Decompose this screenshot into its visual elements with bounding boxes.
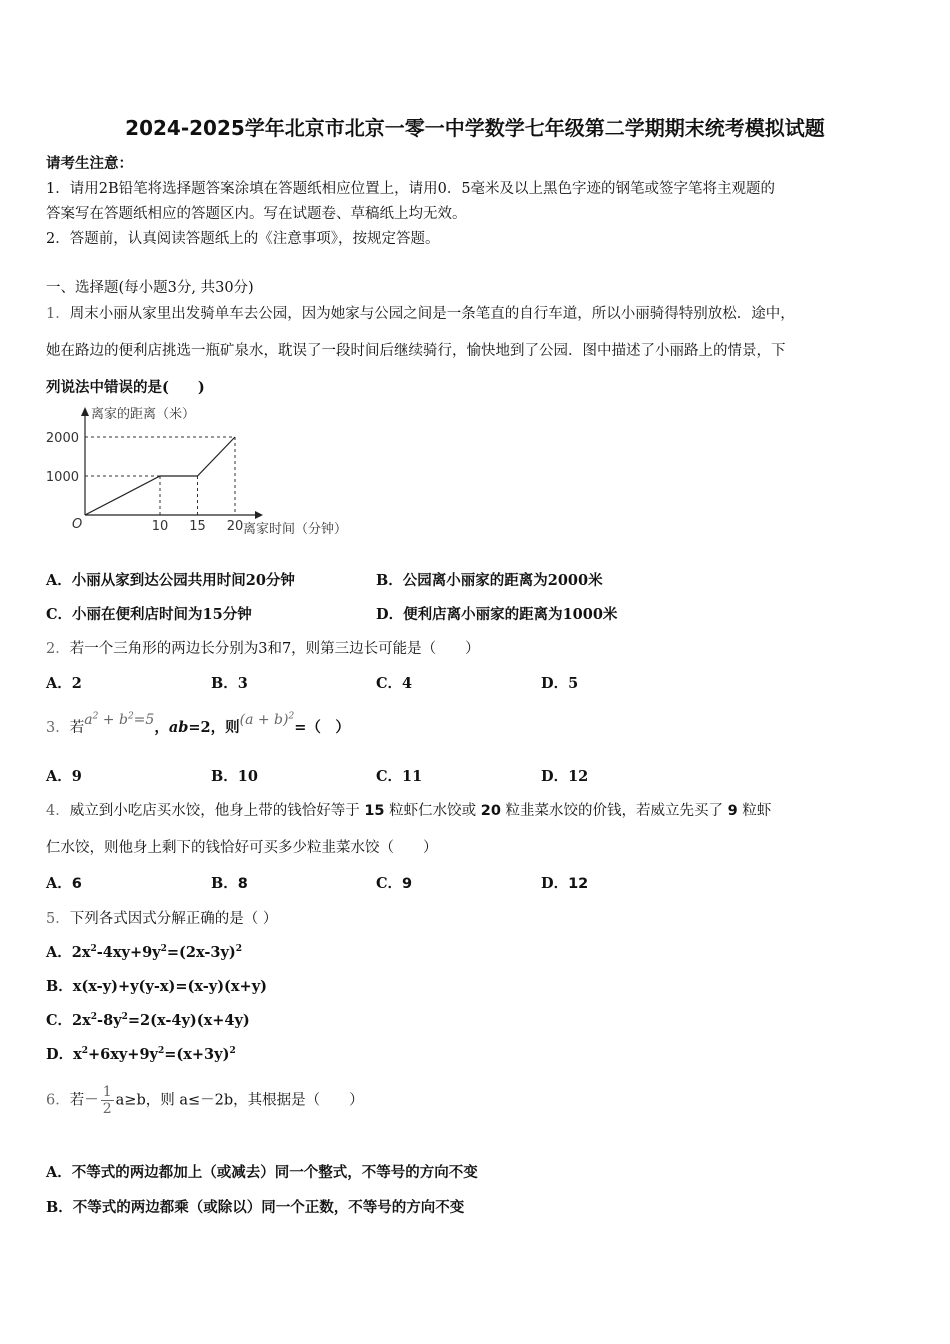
series-line [85,437,235,515]
question-2-number: 2． [46,641,70,657]
question-2-option-c[interactable]: C．4 [376,675,413,692]
question-4-line-2: 仁水饺，则他身上剩下的钱恰好可买多少粒韭菜水饺（ ） [46,840,438,856]
question-5-option-a[interactable]: A．$2x^2-4xy+9y^2=(2x-3y)^2$ [46,944,243,961]
question-4-option-b[interactable]: B．8 [211,875,248,892]
question-2-option-d[interactable]: D．5 [541,675,579,692]
question-1-option-b[interactable]: B．公园离小丽家的距离为2000米 [376,572,603,589]
question-5-option-c[interactable]: C．$2x^2-8y^2=2(x-4y)(x+4y)$ [46,1012,250,1029]
question-1-option-c[interactable]: C．小丽在便利店时间为15分钟 [46,606,252,623]
y-axis-arrow [81,407,89,416]
question-2-option-b[interactable]: B．3 [211,675,248,692]
question-5-text: 5．下列各式因式分解正确的是（ ） [46,911,278,927]
question-1-option-d[interactable]: D．便利店离小丽家的距离为1000米 [376,606,618,623]
question-2-text: 2．若一个三角形的两边长分别为3和7，则第三边长可能是（ ） [46,641,480,657]
notice-line-3: 2．答题前，认真阅读答题纸上的《注意事项》，按规定答题。 [46,231,440,247]
question-1-option-a[interactable]: A．小丽从家到达公园共用时间20分钟 [46,572,295,589]
notice-heading: 请考生注意： [46,155,133,172]
question-1-line-2: 她在路边的便利店挑选一瓶矿泉水，耽误了一段时间后继续骑行，愉快地到了公园．图中描述了小丽路上的情景，下 [46,343,786,359]
question-2-option-a[interactable]: A．2 [46,675,82,692]
question-4-option-a[interactable]: A．6 [46,875,82,892]
question-5-option-b[interactable]: B．x(x-y)+y(y-x)=(x-y)(x+y) [46,978,267,995]
y-axis-label: 离家的距离（米） [91,407,196,422]
x-tick-label: 20 [226,519,244,534]
question-5-number: 5． [46,911,70,927]
question-6-text: 6．若－ $\frac{1}{2}$ a≥b，则 a≤－2b，其根据是（ ） [46,1084,364,1117]
question-6-number: 6． [46,1092,70,1109]
x-axis-label: 离家时间（分钟） [243,522,348,537]
page-title: 2024-2025学年北京市北京一零一中学数学七年级第二学期期末统考模拟试题 [125,116,825,140]
chart-labels [46,406,347,537]
question-3-option-a[interactable]: A．9 [46,768,82,785]
x-tick-label: 10 [151,519,169,534]
question-3-expression: $(a + b)^2$ [239,711,295,728]
question-4-option-d[interactable]: D．12 [541,875,589,892]
question-4-option-c[interactable]: C．9 [376,875,413,892]
question-3-text: 3．若$a^2 + b^2=5$，ab=2，则$(a + b)^2=$（ ） [46,711,350,736]
question-1-line-3: 列说法中错误的是( ) [46,379,205,396]
question-3-number: 3． [46,720,70,736]
question-3-option-d[interactable]: D．12 [541,768,589,785]
chart-series [85,437,235,515]
x-axis-arrow [255,511,263,519]
y-tick-label: 2000 [45,431,79,446]
question-4-line-1: 4．威立到小吃店买水饺，他身上带的钱恰好等于 15 粒虾仁水饺或 20 粒韭菜水饺的价钱，若威立先买了 9 粒虾 [46,803,772,819]
notice-line-1: 1．请用2B铅笔将选择题答案涂填在答题纸相应位置上，请用0．5毫米及以上黑色字迹的钢笔或签字笔将主观题的 [46,181,776,197]
origin-label: O [72,517,83,532]
question-1-line-1: 1．周末小丽从家里出发骑单车去公园，因为她家与公园之间是一条笔直的自行车道，所以小丽骑得特别放松．途中， [46,306,795,322]
x-tick-label: 15 [189,519,206,534]
chart-axes [81,407,263,519]
question-3-equation: $a^2 + b^2=5$ [84,711,155,728]
distance-time-chart [40,398,380,546]
question-3-option-b[interactable]: B．10 [211,768,258,785]
section-heading: 一、选择题(每小题3分, 共30分) [46,280,254,296]
question-3-option-c[interactable]: C．11 [376,768,423,785]
question-5-option-d[interactable]: D．$x^2+6xy+9y^2=(x+3y)^2$ [46,1046,236,1063]
question-6-option-a[interactable]: A．不等式的两边都加上（或减去）同一个整式，不等号的方向不变 [46,1164,478,1181]
one-half-fraction: $\frac{1}{2}$ [102,1084,112,1117]
y-tick-label: 1000 [45,470,79,485]
question-1-number: 1． [46,306,70,322]
question-6-option-b[interactable]: B．不等式的两边都乘（或除以）同一个正数，不等号的方向不变 [46,1199,465,1216]
question-4-number: 4． [46,803,70,819]
notice-line-2: 答案写在答题纸相应的答题区内。写在试题卷、草稿纸上均无效。 [46,206,467,222]
